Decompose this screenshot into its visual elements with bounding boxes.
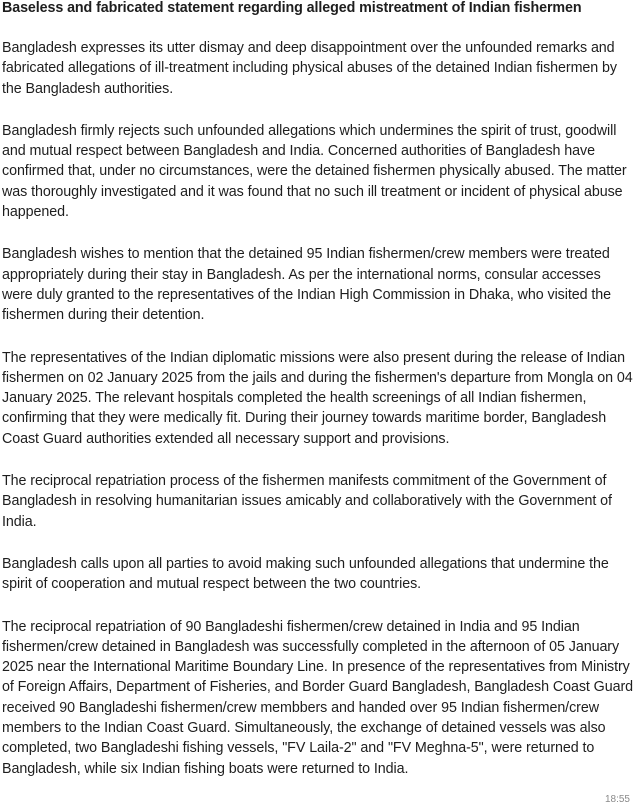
message-paragraph: Bangladesh wishes to mention that the detained 95 Indian fishermen/crew members were treated appropriately during their stay in Bangladesh. As per the international norms, consular accesses were duly granted to the representatives of the Indian High Commission in Dhaka, who visited the fishermen during their detention.	[2, 246, 612, 324]
message-title: Baseless and fabricated statement regarding alleged mistreatment of Indian fishermen	[2, 0, 582, 16]
message-paragraph: Bangladesh expresses its utter dismay and deep disappointment over the unfounded remarks and fabricated allegations of ill-treatment including physical abuses of the detained Indian fishermen by the Bangladesh authorities.	[2, 40, 618, 97]
message-paragraph: The representatives of the Indian diplomatic missions were also present during the release of Indian fishermen on 02 January 2025 from the jails and during the fishermen's departure from Mongla on 04 January 2025. The relevant hospitals completed the health screenings of all Indian fishermen, confirming that they were medically fit. During their journey towards maritime border, Bangladesh Coast Guard authorities extended all necessary support and provisions.	[2, 349, 633, 447]
message-timestamp: 18:55	[604, 794, 630, 805]
message-paragraph: The reciprocal repatriation of 90 Bangladeshi fishermen/crew detained in India and 95 Indian fishermen/crew detained in Bangladesh was successfully completed in the afternoon of 05 January 2025 near the International Maritime Boundary Line. In presence of the representatives from Ministry of Foreign Affairs, Department of Fisheries, and Border Guard Bangladesh, Bangladesh Coast Guard received 90 Bangladeshi fishermen/crew membbers and handed over 95 Indian fishermen/crew members to the Indian Coast Guard. Simultaneously, the exchange of detained vessels was also completed, two Bangladeshi fishing vessels, "FV Laila-2" and "FV Meghna-5", were returned to Bangladesh, while six Indian fishing boats were returned to India.	[2, 618, 634, 777]
message-paragraph: Bangladesh firmly rejects such unfounded allegations which undermines the spirit of trust, goodwill and mutual respect between Bangladesh and India. Concerned authorities of Bangladesh have confirmed that, under no circumstances, were the detained fishermen physically abused. The matter was thoroughly investigated and it was found that no such ill treatment or incident of physical abuse happened.	[2, 122, 627, 221]
message-paragraph: The reciprocal repatriation process of the fishermen manifests commitment of the Government of Bangladesh in resolving humanitarian issues amicably and collaboratively with the Government of India.	[2, 473, 612, 530]
message-body	[2, 38, 634, 779]
message-paragraph: Bangladesh calls upon all parties to avoid making such unfounded allegations that undermine the spirit of cooperation and mutual respect between the two countries.	[2, 555, 609, 593]
